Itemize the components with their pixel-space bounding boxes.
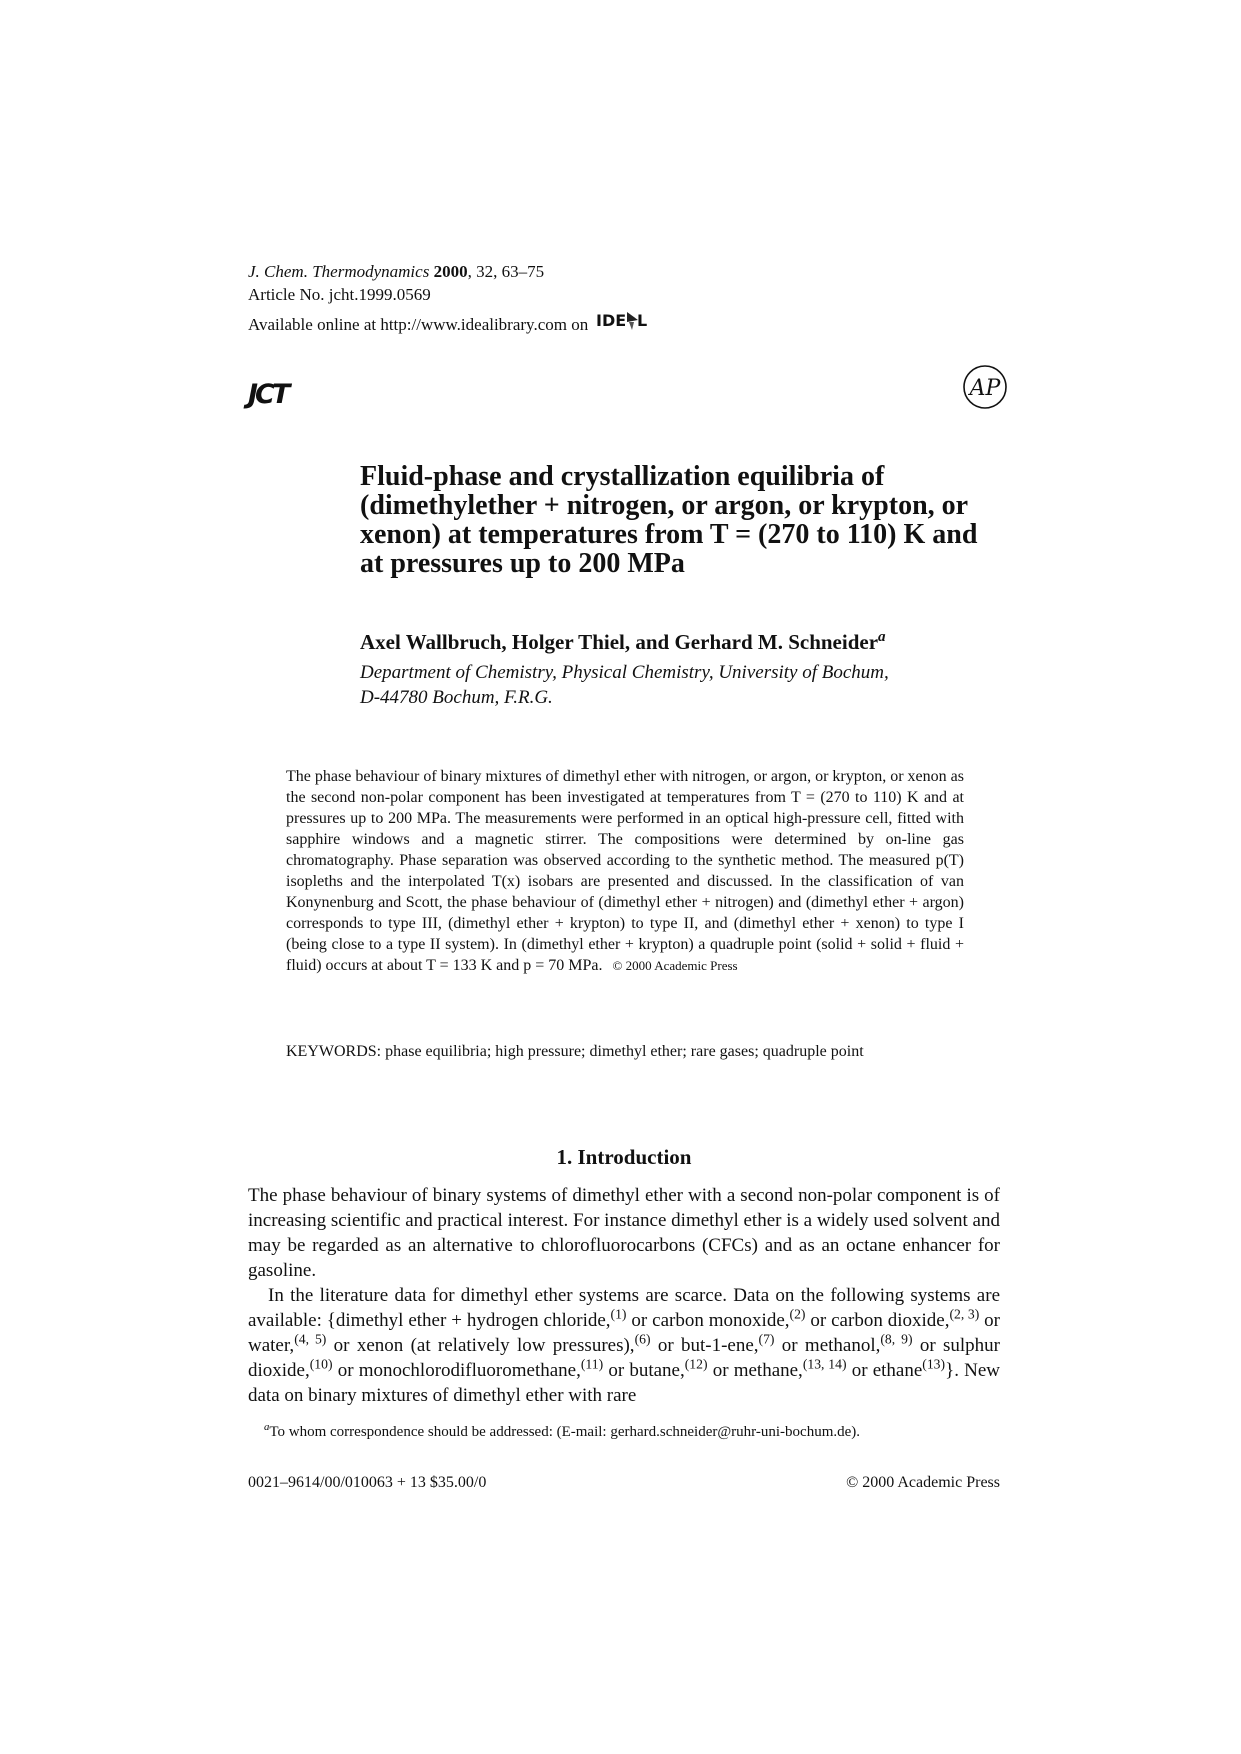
abstract-text: The phase behaviour of binary mixtures of dimethyl ether with nitrogen, or argon, or krypton, or xenon as the second non-polar component has been investigated at temperatures from T = (270 to 110) K and at pressures up to 200 MPa. The measurements were performed in an optical high-pressure cell, fitted with sapphire windows and a magnetic stirrer. The compositions were determined by on-line gas chromatography. Phase separation was observed according to the synthetic method. The measured p(T) isopleths and the interpolated T(x) isobars are presented and discussed. In the classification of van Konynenburg and Scott, the phase behaviour of (dimethyl ether + nitrogen) and (dimethyl ether + argon) corresponds to type III, (dimethyl ether + krypton) to type II, and (dimethyl ether + xenon) to type I (being close to a type II system). In (dimethyl ether + krypton) a quadruple point (solid + solid + fluid + fluid) occurs at about T = 133 K and p = 70 MPa. xyxy=(286,768,964,974)
intro-paragraph-1: The phase behaviour of binary systems of dimethyl ether with a second non-polar component is of increasing scientific and practical interest. For instance dimethyl ether is a widely used solvent and may be regarded as an alternative to chlorofluorocarbons (CFCs) and as an octane enhancer for gasoline. xyxy=(248,1185,1000,1281)
citation-reference[interactable]: (6) xyxy=(634,1331,651,1347)
citation-reference[interactable]: (11) xyxy=(580,1356,604,1372)
svg-text:IDE: IDE xyxy=(596,311,627,330)
intro-paragraph-2 xyxy=(248,1283,1000,1408)
affiliation-line-1: Department of Chemistry, Physical Chemistry, University of Bochum, xyxy=(360,662,889,683)
intro-p2-text-segment: or carbon monoxide, xyxy=(626,1310,790,1331)
abstract xyxy=(286,766,964,976)
affiliation xyxy=(360,660,1000,710)
author-footnote-mark[interactable]: a xyxy=(878,629,886,645)
intro-p2-text-segment: In the literature data for dimethyl ether systems are scarce. Data on the following systems are available: {dimethyl ether + hydrogen chloride, xyxy=(248,1285,1000,1331)
citation-reference[interactable]: (10) xyxy=(309,1356,333,1372)
citation-reference[interactable]: (2) xyxy=(789,1306,806,1322)
available-online-text[interactable]: Available online at http://www.idealibrary.com on xyxy=(248,315,589,334)
footer-copyright: © 2000 Academic Press xyxy=(846,1474,1000,1491)
citation-reference[interactable]: (1) xyxy=(610,1306,627,1322)
svg-text:L: L xyxy=(637,311,648,330)
intro-p2-text-segment: or methanol, xyxy=(774,1335,881,1356)
journal-year: 2000 xyxy=(433,262,468,281)
intro-p2-text-segment: }. New data on binary mixtures of dimethyl ether with rare xyxy=(248,1360,1001,1406)
intro-p2-text-segment: or xenon (at relatively low pressures), xyxy=(326,1335,635,1356)
section-heading-introduction: 1. Introduction xyxy=(556,1145,692,1169)
citation-reference[interactable]: (13) xyxy=(922,1356,946,1372)
citation-reference[interactable]: (12) xyxy=(684,1356,708,1372)
svg-text:AP: AP xyxy=(969,376,1001,401)
intro-p2-text-segment: or methane, xyxy=(707,1360,803,1381)
intro-p2-text-segment: or water, xyxy=(248,1310,1001,1356)
footer-issn-price: 0021–9614/00/010063 + 13 $35.00/0 xyxy=(248,1474,487,1491)
intro-p2-text-segment: or sulphur dioxide, xyxy=(248,1335,1001,1381)
jct-logo-icon xyxy=(248,378,302,408)
affiliation-line-2: D-44780 Bochum, F.R.G. xyxy=(360,687,553,708)
keywords: KEYWORDS: phase equilibria; high pressure; dimethyl ether; rare gases; quadruple point xyxy=(286,1043,864,1060)
paper-title: Fluid-phase and crystallization equilibria of (dimethylether + nitrogen, or argon, or krypton, or xenon) at temperatures from T = (270 to 110) K and at pressures up to 200 MPa xyxy=(360,461,978,579)
journal-volume-pages: , 32, 63–75 xyxy=(467,262,545,281)
available-online-line xyxy=(248,308,648,335)
correspondence-footnote xyxy=(264,1421,861,1441)
citation-reference[interactable]: (4, 5) xyxy=(294,1331,327,1347)
abstract-copyright: © 2000 Academic Press xyxy=(612,958,738,973)
journal-name: J. Chem. Thermodynamics xyxy=(248,262,430,281)
authors-text: Axel Wallbruch, Holger Thiel, and Gerhard M. Schneider xyxy=(360,630,879,654)
footnote-mark: a xyxy=(264,1421,270,1433)
journal-citation xyxy=(248,262,544,282)
intro-p2-text-segment: or but-1-ene, xyxy=(650,1335,759,1356)
intro-p2-text-segment: or butane, xyxy=(603,1360,685,1381)
intro-p2-text-segment: or monochlorodifluoromethane, xyxy=(332,1360,581,1381)
academic-press-logo-icon xyxy=(962,364,1008,410)
citation-reference[interactable]: (7) xyxy=(758,1331,775,1347)
article-number: Article No. jcht.1999.0569 xyxy=(248,285,431,304)
svg-text:JCT: JCT xyxy=(248,379,288,410)
citation-reference[interactable]: (13, 14) xyxy=(802,1356,847,1372)
intro-p2-text-segment: or ethane xyxy=(846,1360,923,1381)
citation-reference[interactable]: (2, 3) xyxy=(949,1306,980,1322)
footnote-text: To whom correspondence should be addressed: (E-mail: gerhard.schneider@ruhr-uni-bochum.de). xyxy=(269,1424,861,1440)
citation-reference[interactable]: (8, 9) xyxy=(880,1331,913,1347)
intro-p2-text-segment: or carbon dioxide, xyxy=(805,1310,950,1331)
author-list xyxy=(360,630,886,655)
ideal-logo-icon xyxy=(596,308,648,332)
